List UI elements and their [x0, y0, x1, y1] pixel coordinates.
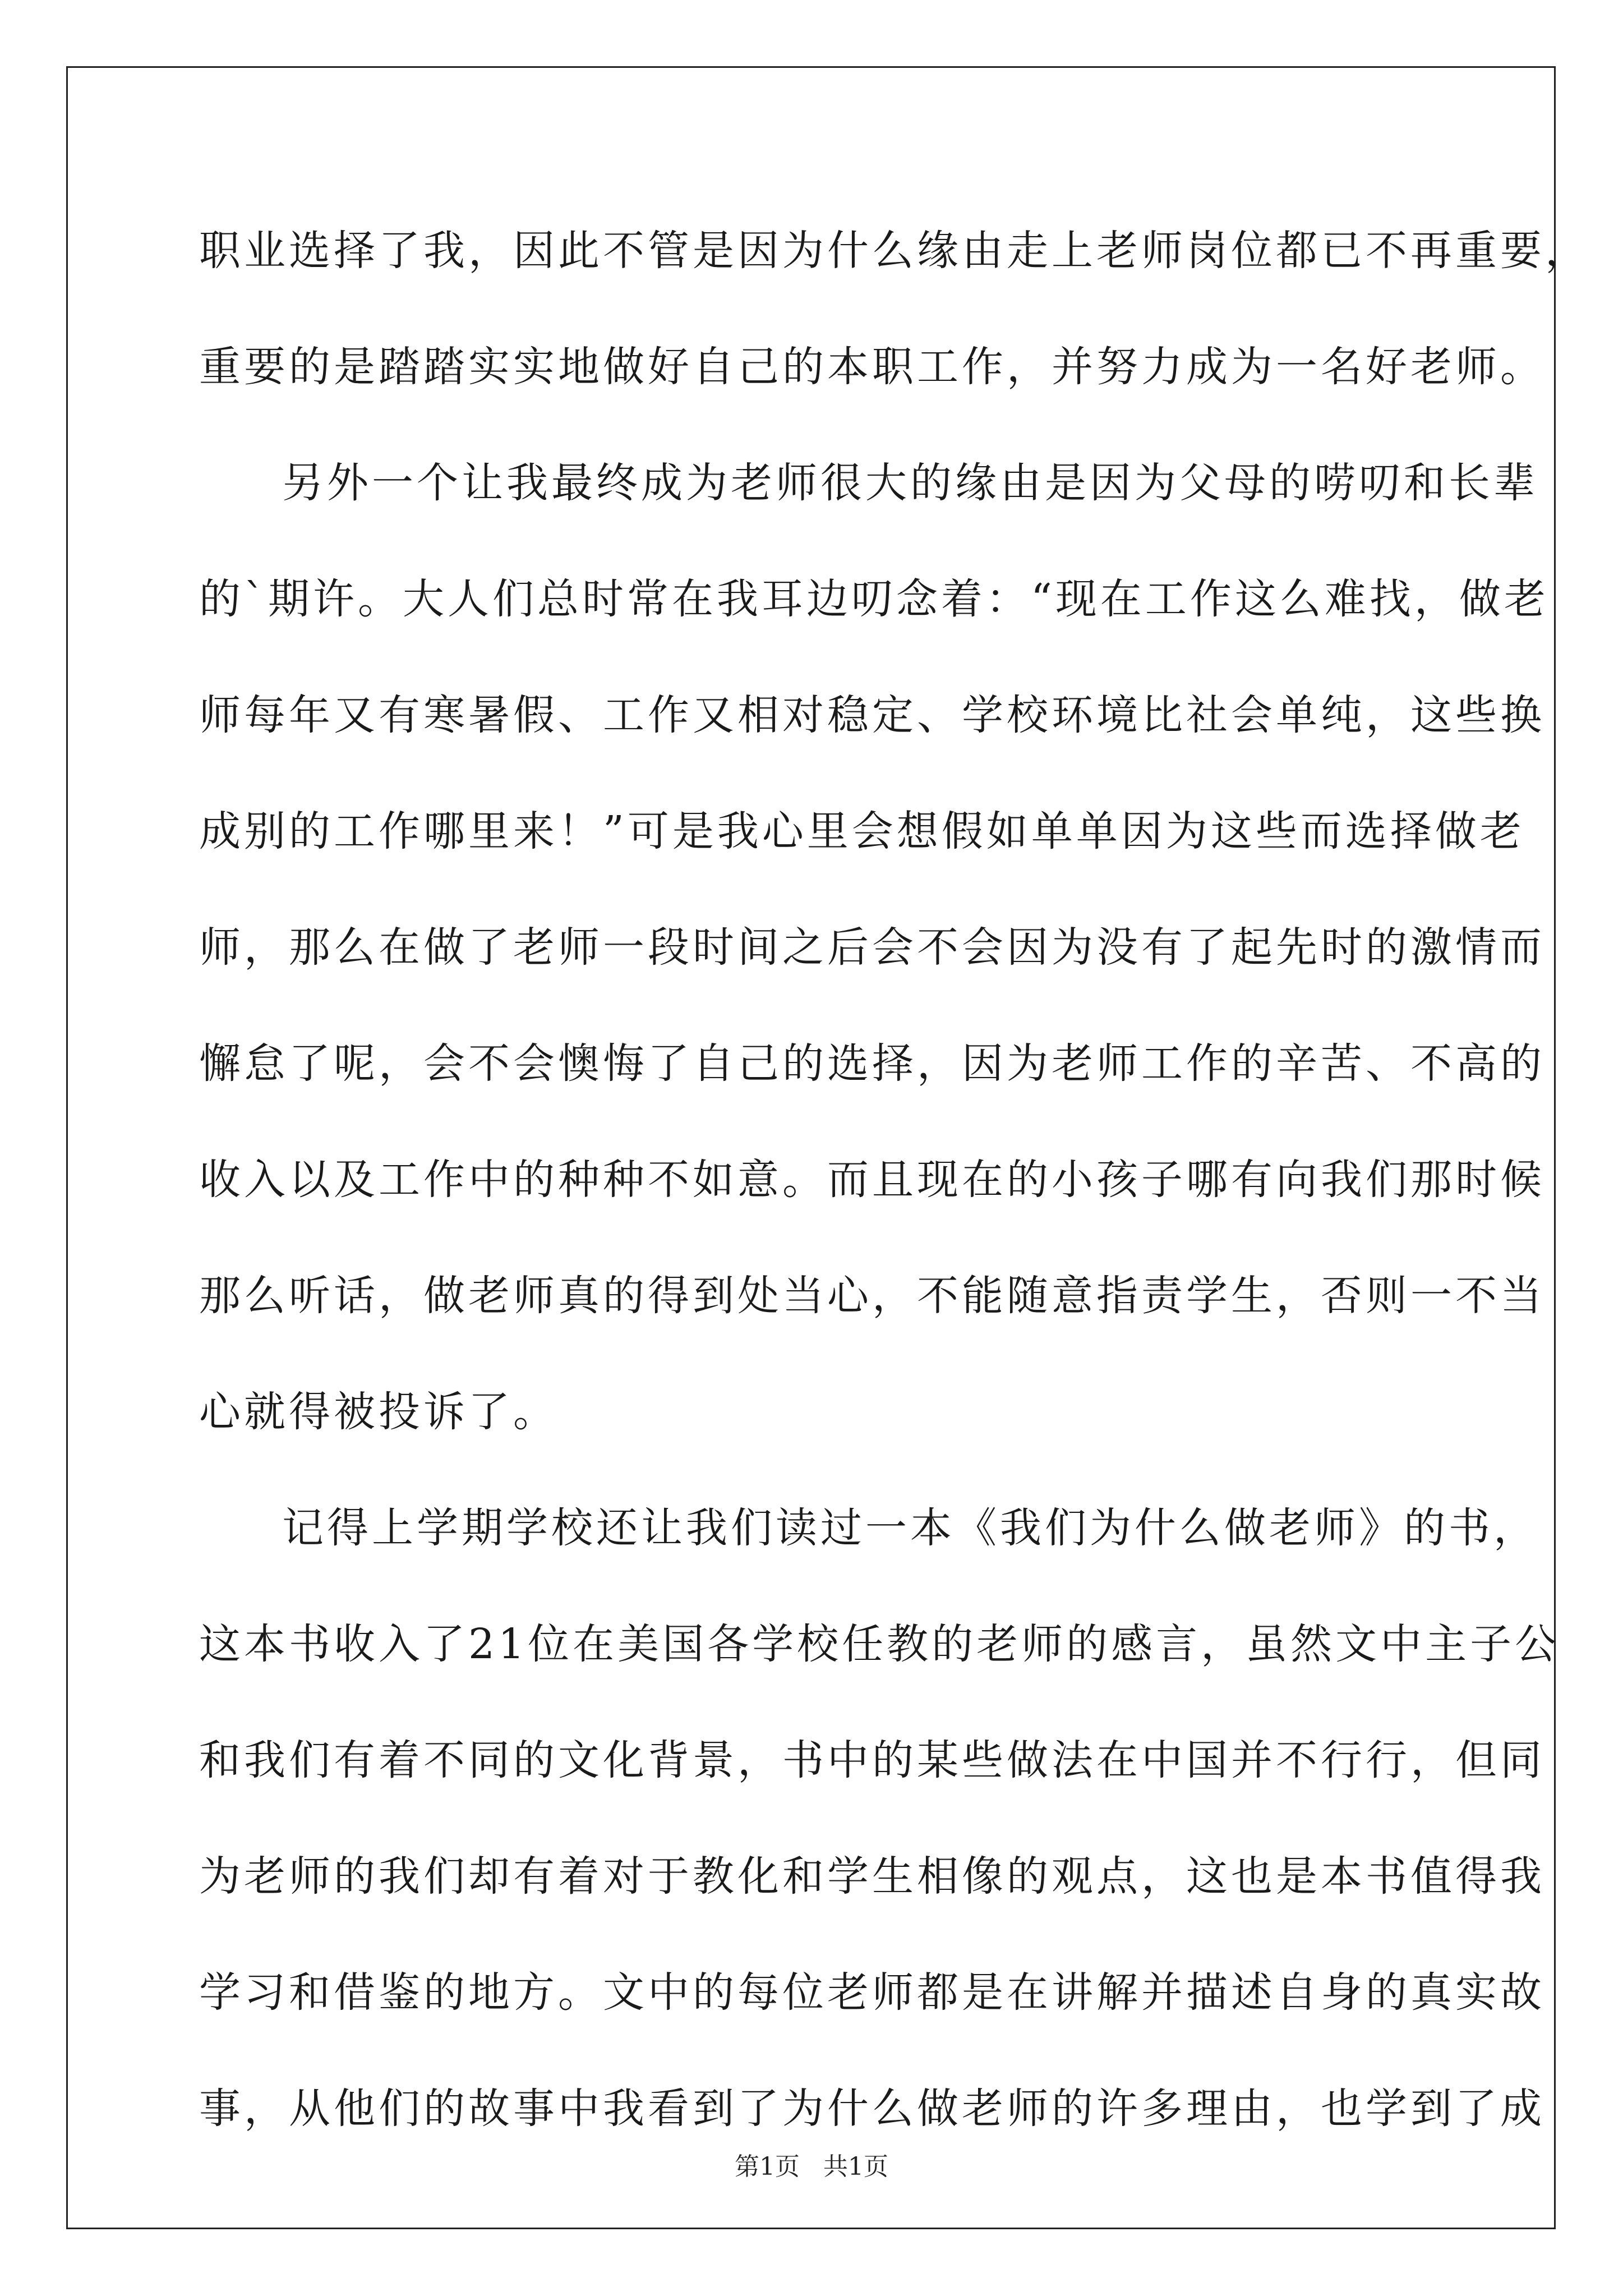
body-text-line: 事，从他们的故事中我看到了为什么做老师的许多理由，也学到了成	[199, 2085, 1545, 2133]
body-text-line: 心就得被投诉了。	[199, 1388, 558, 1436]
page-footer: 第1页 共1页	[735, 2152, 888, 2181]
body-text-line: 成别的工作哪里来！”可是我心里会想假如单单因为这些而选择做老	[199, 807, 1525, 855]
body-text-line: 为老师的我们却有着对于教化和学生相像的观点，这也是本书值得我	[199, 1852, 1545, 1901]
body-text-line: 那么听话，做老师真的得到处当心，不能随意指责学生，否则一不当	[199, 1272, 1545, 1320]
body-text-line: 重要的是踏踏实实地做好自己的本职工作，并努力成为一名好老师。	[199, 343, 1545, 391]
body-text-line: 和我们有着不同的文化背景，书中的某些做法在中国并不行行，但同	[199, 1736, 1545, 1784]
body-text-line: 另外一个让我最终成为老师很大的缘由是因为父母的唠叨和长辈	[282, 459, 1538, 507]
body-text-line: 职业选择了我，因此不管是因为什么缘由走上老师岗位都已不再重要，	[199, 227, 1590, 275]
body-text-line: 收入以及工作中的种种不如意。而且现在的小孩子哪有向我们那时候	[199, 1156, 1545, 1204]
body-text-line: 师每年又有寒暑假、工作又相对稳定、学校环境比社会单纯，这些换	[199, 691, 1545, 739]
body-text-line: 的`期许。大人们总时常在我耳边叨念着：“现在工作这么难找，做老	[199, 575, 1549, 623]
body-text-line: 记得上学期学校还让我们读过一本《我们为什么做老师》的书，	[282, 1504, 1538, 1552]
document-body	[199, 220, 1590, 2194]
body-text-line: 这本书收入了21位在美国各学校任教的老师的感言，虽然文中主子公	[199, 1620, 1560, 1668]
body-text-line: 师，那么在做了老师一段时间之后会不会因为没有了起先时的激情而	[199, 923, 1545, 972]
body-text-line: 懈怠了呢，会不会懊悔了自己的选择，因为老师工作的辛苦、不高的	[199, 1039, 1545, 1088]
body-text-line: 学习和借鉴的地方。文中的每位老师都是在讲解并描述自身的真实故	[199, 1968, 1545, 2017]
